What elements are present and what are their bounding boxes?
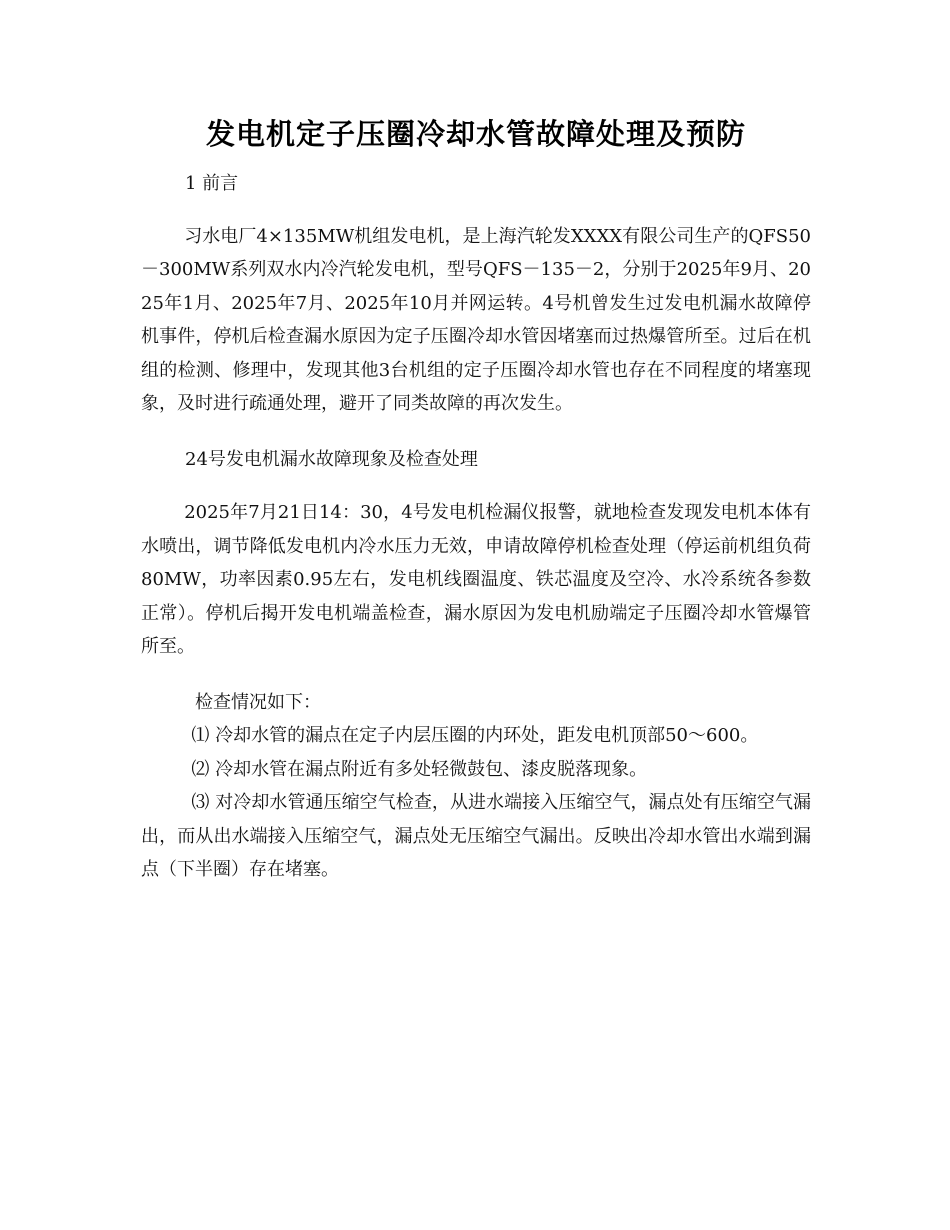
event-paragraph: 2025年7月21日14：30，4号发电机检漏仪报警，就地检查发现发电机本体有水喷出，调节降低发电机内冷水压力无效，申请故障停机检查处理（停运前机组负荷80MW，功率因素0.95左右，发电机线圈温度、铁芯温度及空冷、水冷系统各参数正常）。停机后揭开发电机端盖检查，漏水原因为发电机励端定子压圈冷却水管爆管所至。 — [141, 502, 811, 658]
section-heading-fault: 24号发电机漏水故障现象及检查处理 — [185, 449, 478, 471]
finding-item-2: ⑵ 冷却水管在漏点附近有多处轻微鼓包、漆皮脱落现象。 — [191, 758, 648, 780]
section-heading-preface: 1 前言 — [185, 173, 239, 194]
document-page — [141, 112, 811, 887]
finding-item-3: ⑶ 对冷却水管通压缩空气检查，从进水端接入压缩空气，漏点处有压缩空气漏出，而从出水端接入压缩空气，漏点处无压缩空气漏出。反映出冷却水管出水端到漏点（下半圈）存在堵塞。 — [141, 792, 811, 881]
intro-paragraph: 习水电厂4×135MW机组发电机，是上海汽轮发XXXX有限公司生产的QFS50－300MW系列双水内冷汽轮发电机，型号QFS－135－2，分别于2025年9月、2025年1月、2025年7月、2025年10月并网运转。4号机曾发生过发电机漏水故障停机事件，停机后检查漏水原因为定子压圈冷却水管因堵塞而过热爆管所至。过后在机组的检测、修理中，发现其他3台机组的定子压圈冷却水管也存在不同程度的堵塞现象，及时进行疏通处理，避开了同类故障的再次发生。 — [141, 226, 811, 415]
finding-item-1: ⑴ 冷却水管的漏点在定子内层压圈的内环处，距发电机顶部50～600。 — [191, 725, 759, 747]
document-title: 发电机定子压圈冷却水管故障处理及预防 — [205, 117, 746, 151]
inspection-intro: 检查情况如下： — [195, 692, 321, 714]
